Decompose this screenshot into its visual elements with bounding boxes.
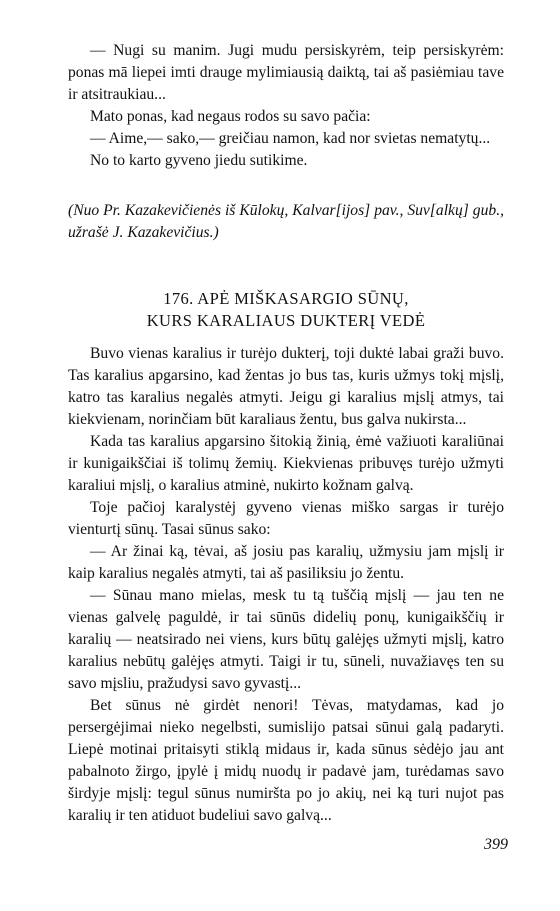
dialogue-paragraph-3: — Aime,— sako,— greičiau namon, kad nor svietas nematytų... xyxy=(90,130,491,147)
page-number: 399 xyxy=(484,836,508,853)
story-paragraph-4: — Ar žinai ką, tėvai, aš josiu pas karalių, užmysiu jam mįslį ir kaip karalius negalės atmyti, tai aš pasiliksiu jo žentu. xyxy=(68,543,504,582)
top-text-block xyxy=(68,40,504,172)
story-paragraph-5: — Sūnau mano mielas, mesk tu tą tuščią mįslį — jau ten ne vienas galvelę paguldė, ir tai sūnūs didelių ponų, kunigaikščių ir karalių — neatsirado nei viens, kurs būtų galėjęs užmyti mįslį, katro karalius nebūtų galėjęs atmyti. Taigi ir tu, sūneli, nuvažiavęs ten su savo mįsliu, pražudysi savo gyvastį... xyxy=(68,587,504,692)
story-heading-line-2: KURS KARALIAUS DUKTERĮ VEDĖ xyxy=(146,311,426,330)
story-heading xyxy=(68,288,504,332)
source-note: (Nuo Pr. Kazakevičienės iš Kūlokų, Kalvar[ijos] pav., Suv[alkų] gub., užrašė J. Kazakevičius.) xyxy=(68,202,504,241)
story-heading-line-1: 176. APĖ MIŠKASARGIO SŪNŲ, xyxy=(163,289,409,308)
dialogue-paragraph-1: — Nugi su manim. Jugi mudu persiskyrėm, teip persiskyrėm: ponas mā liepei imti drauge mylimiausią daiktą, tai aš pasiėmiau tave ir atsitraukiau... xyxy=(68,42,504,103)
narration-paragraph-2: Mato ponas, kad negaus rodos su savo pačia: xyxy=(90,108,371,125)
story-paragraph-1: Buvo vienas karalius ir turėjo dukterį, toji duktė labai graži buvo. Tas karalius apgarsino, kad žentas jo bus tas, kuris užmys tokį mįslį, katro tas karalius negalės atmyti. Jeigu gi karalius mįslį atmys, tai kiekvienam, norinčiam būt karaliaus žentu, bus galva nukirsta... xyxy=(68,345,504,428)
story-paragraph-6: Bet sūnus nė girdėt nenori! Tėvas, matydamas, kad jo persergėjimai nieko negelbsti, sumislijo patsai sūnui galą padaryti. Liepė motinai pritaisyti stiklą midaus ir, kada sūnus sėdėjo jau ant pabalnoto žirgo, įpylė į midų nuodų ir padavė jam, turėdamas savo širdyje mįslį: tegul sūnus numiršta po jo akių, nei ką turi nujot pas karalių ir ten atiduot budeliui savo galvą... xyxy=(68,697,504,824)
story-text-block xyxy=(68,343,504,827)
story-paragraph-2: Kada tas karalius apgarsino šitokią žinią, ėmė važiuoti karaliūnai ir kunigaikščiai iš tolimų žemių. Kiekvienas pribuvęs turėjo užmyti karaliui mįslį, o karalius atminė, nukirto kožnam galvą. xyxy=(68,433,504,494)
story-paragraph-3: Toje pačioj karalystėj gyveno vienas miško sargas ir turėjo vienturtį sūnų. Tasai sūnus sako: xyxy=(68,499,504,538)
closing-paragraph-4: No to karto gyveno jiedu sutikime. xyxy=(90,152,308,169)
